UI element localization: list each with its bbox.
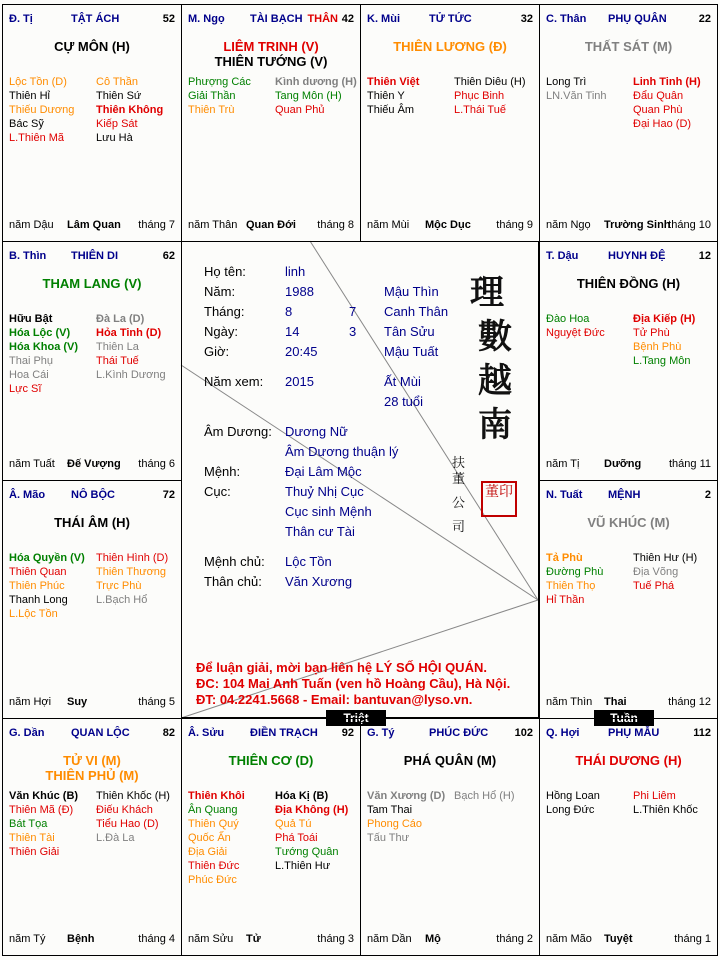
minor-star: Bát Tọa (9, 818, 48, 830)
minor-star: Đẩu Quân (633, 90, 684, 102)
minor-star: Lực Sĩ (9, 383, 42, 395)
minor-stars-left (188, 789, 245, 887)
hour-solar: 20:45 (285, 344, 318, 359)
main-star: TỬ VI (M) (63, 753, 121, 768)
palace-branch: Q. Hợi (546, 727, 580, 739)
palace-header (9, 11, 175, 27)
palace-year: năm Sửu (188, 933, 234, 945)
main-star: PHÁ QUÂN (M) (403, 753, 497, 768)
minor-star: Thiên Hư (H) (633, 552, 698, 564)
minor-stars-right (633, 75, 701, 131)
minor-star: Thiên Hỉ (9, 90, 50, 102)
palace-stage: Bệnh (67, 933, 95, 945)
minor-star: Trực Phù (96, 580, 142, 592)
calligraphy-char: 南 (478, 405, 512, 445)
main-star: THIÊN TƯỚNG (V) (214, 54, 328, 69)
am-duong-value: Dương Nữ (285, 424, 348, 439)
palace-year: năm Mão (546, 933, 592, 945)
am-duong-note: Âm Dương thuận lý (285, 444, 399, 459)
palace-header (367, 11, 533, 27)
palace-name: THIÊN DI (71, 250, 119, 262)
main-stars (544, 753, 713, 768)
minor-stars-left (9, 789, 78, 859)
month-solar: 8 (285, 304, 293, 319)
main-star: THIÊN PHỦ (M) (45, 768, 139, 783)
minor-star: Tuế Phá (633, 580, 675, 592)
minor-star: Văn Khúc (B) (9, 790, 79, 802)
palace-name: PHỤ MẪU (608, 727, 660, 739)
main-star: THÁI DƯƠNG (H) (575, 753, 682, 768)
minor-stars-left (9, 312, 78, 396)
palace-header (546, 11, 711, 27)
palace-age: 92 (341, 727, 354, 739)
minor-star: L.Đà La (96, 832, 135, 844)
minor-star: Tang Môn (H) (275, 90, 342, 102)
minor-star: Tam Thai (367, 804, 413, 816)
minor-star: Tả Phù (546, 552, 583, 564)
minor-star: Thiên Quý (188, 818, 239, 830)
month-label: Tháng: (204, 304, 245, 319)
minor-star: Phá Toái (275, 832, 318, 844)
palace-age: 42 (341, 13, 354, 25)
name-label: Họ tên: (204, 264, 246, 279)
palace-year: năm Thìn (546, 696, 593, 708)
main-stars (7, 276, 177, 291)
main-star: THẤT SÁT (M) (584, 39, 673, 54)
palace-month: tháng 7 (138, 219, 175, 231)
minor-star: Hỏa Tinh (D) (96, 327, 162, 339)
minor-star: Thai Phụ (9, 355, 54, 367)
minor-stars-right (633, 312, 695, 368)
palace-month: tháng 6 (138, 458, 175, 470)
palace-age: 32 (520, 13, 533, 25)
minor-star: Thiên Quan (9, 566, 67, 578)
minor-star: Thiên Khốc (H) (96, 790, 170, 802)
minor-star: Đào Hoa (546, 313, 590, 325)
contact-phone-email: ĐT: 04.2241.5668 - Email: bantuvan@lyso.vn. (196, 692, 473, 707)
minor-stars-right (633, 551, 697, 593)
palace-branch: Â. Sửu (188, 727, 225, 739)
day-lunar-num: 3 (349, 324, 357, 339)
month-lunar: Canh Thân (384, 304, 449, 319)
palace-tat-ach (2, 4, 182, 242)
minor-star: L.Tang Môn (633, 355, 691, 367)
minor-star: Phượng Các (188, 76, 251, 88)
main-stars (544, 515, 713, 530)
main-star: LIÊM TRINH (V) (223, 39, 319, 54)
main-stars (7, 753, 177, 783)
palace-month: tháng 12 (668, 696, 711, 708)
than-marker: THÂN (307, 13, 338, 25)
minor-star: Đà La (D) (96, 313, 145, 325)
minor-star: Cô Thần (96, 76, 138, 88)
main-stars (7, 515, 177, 530)
minor-star: Thiên Việt (367, 76, 420, 88)
minor-star: Bác Sỹ (9, 118, 44, 130)
main-stars (186, 753, 356, 768)
minor-stars-right (454, 75, 526, 117)
minor-star: Hóa Khoa (V) (9, 341, 79, 353)
minor-star: Tấu Thư (367, 832, 410, 844)
palace-name: TẬT ÁCH (71, 13, 120, 25)
palace-year: năm Tị (546, 458, 580, 470)
minor-stars-right (275, 789, 348, 873)
minor-star: Bạch Hổ (H) (454, 790, 515, 802)
minor-stars-left (367, 789, 445, 845)
age-value: 28 tuổi (384, 394, 424, 409)
palace-stage: Mộc Dục (425, 219, 471, 231)
hour-lunar: Mậu Tuất (384, 344, 439, 359)
than-chu-label: Thân chủ: (204, 574, 262, 589)
palace-age: 52 (162, 13, 175, 25)
minor-star: Phong Cáo (367, 818, 423, 830)
minor-star: Nguyệt Đức (546, 327, 605, 339)
minor-star: Thiên Không (96, 104, 164, 116)
palace-stage: Tử (246, 933, 261, 945)
minor-star: Hóa Lộc (V) (9, 327, 71, 339)
palace-name: NÔ BỘC (71, 489, 115, 501)
minor-stars-left (9, 75, 74, 145)
month-lunar-num: 7 (349, 304, 357, 319)
minor-star: Bệnh Phù (633, 341, 682, 353)
minor-star: Long Trì (546, 76, 587, 88)
side-char: 公 (452, 496, 466, 511)
palace-stage: Suy (67, 696, 88, 708)
palace-name: PHỤ QUÂN (608, 13, 667, 25)
minor-star: Thiên Tài (9, 832, 55, 844)
main-star: THIÊN ĐỒNG (H) (576, 276, 681, 291)
calligraphy-char: 理 (470, 273, 504, 313)
palace-phuc-duc (360, 718, 540, 956)
minor-star: Thiên Y (367, 90, 405, 102)
palace-branch: K. Mùi (367, 13, 400, 25)
minor-star: Kình dương (H) (275, 76, 357, 88)
palace-footer (9, 219, 175, 233)
minor-star: Hữu Bật (9, 313, 53, 325)
side-char: 司 (452, 520, 466, 535)
palace-month: tháng 11 (668, 458, 711, 470)
minor-star: Hóa Quyền (V) (9, 552, 85, 564)
palace-header (546, 725, 711, 741)
contact-address: ĐC: 104 Mai Anh Tuấn (ven hồ Hoàng Cầu), Hà Nội. (196, 676, 511, 691)
palace-age: 62 (162, 250, 175, 262)
day-lunar: Tân Sửu (384, 324, 435, 339)
palace-branch: G. Dần (9, 727, 45, 739)
palace-month: tháng 1 (674, 933, 711, 945)
palace-month: tháng 8 (317, 219, 354, 231)
palace-name: HUYNH ĐỆ (608, 250, 666, 262)
minor-star: Thiên Diêu (H) (454, 76, 526, 88)
palace-stage: Thai (604, 696, 627, 708)
minor-star: Hoa Cái (9, 369, 49, 381)
minor-star: Lộc Tồn (D) (9, 76, 67, 88)
palace-footer (188, 933, 354, 947)
palace-tu-tuc (360, 4, 540, 242)
minor-star: Thiên Thọ (546, 580, 596, 592)
year-label: Năm: (204, 284, 236, 299)
minor-stars-left (546, 75, 607, 103)
menh-chu-value: Lộc Tồn (285, 554, 332, 569)
minor-star: Hóa Kị (B) (275, 790, 329, 802)
palace-year: năm Dậu (9, 219, 54, 231)
view-year: 2015 (285, 374, 314, 389)
am-duong-label: Âm Dương: (204, 424, 272, 439)
palace-name: TÀI BẠCH (250, 13, 303, 25)
palace-header (546, 487, 711, 503)
minor-star: Phục Binh (454, 90, 505, 102)
palace-age: 72 (162, 489, 175, 501)
palace-footer (546, 696, 711, 710)
main-stars (365, 39, 535, 54)
palace-year: năm Ngọ (546, 219, 591, 231)
calligraphy-char: 數 (478, 317, 512, 357)
palace-header (9, 248, 175, 264)
palace-footer (9, 933, 175, 947)
minor-stars-right (275, 75, 357, 117)
palace-footer (546, 219, 711, 233)
minor-star: Linh Tinh (H) (633, 76, 701, 88)
palace-age: 102 (514, 727, 533, 739)
palace-stage: Lâm Quan (67, 219, 121, 231)
palace-footer (9, 696, 175, 710)
tuan-badge: Tuần (594, 710, 654, 726)
palace-tai-bach (181, 4, 361, 242)
palace-name: TỬ TỨC (429, 13, 472, 25)
palace-age: 22 (698, 13, 711, 25)
minor-stars-right (633, 789, 698, 817)
side-char: 董 (452, 472, 466, 487)
minor-stars-left (546, 312, 605, 340)
minor-star: Địa Kiếp (H) (633, 313, 696, 325)
year-solar: 1988 (285, 284, 314, 299)
palace-branch: T. Dậu (546, 250, 579, 262)
palace-branch: G. Tý (367, 727, 395, 739)
minor-star: L.Lộc Tồn (9, 608, 58, 620)
minor-stars-right (96, 551, 168, 607)
palace-stage: Đế Vượng (67, 458, 121, 470)
side-char: 扶 (452, 456, 466, 471)
minor-star: Thiên Giải (9, 846, 60, 858)
palace-header (188, 725, 354, 741)
menh-value: Đại Lâm Mộc (285, 464, 362, 479)
minor-star: L.Thiên Hư (275, 860, 331, 872)
palace-phu-mau (539, 718, 718, 956)
palace-age: 12 (698, 250, 711, 262)
palace-stage: Trường Sinh (604, 219, 671, 231)
minor-stars-right (454, 789, 515, 803)
palace-month: tháng 2 (496, 933, 533, 945)
palace-stage: Tuyệt (604, 933, 633, 945)
main-stars (7, 39, 177, 54)
minor-star: Phúc Đức (188, 874, 237, 886)
main-star: VŨ KHÚC (M) (587, 515, 670, 530)
minor-star: Thiếu Dương (9, 104, 75, 116)
minor-star: Thiên Sứ (96, 90, 142, 102)
palace-year: năm Tuất (9, 458, 55, 470)
minor-star: L.Thái Tuế (454, 104, 506, 116)
minor-star: L.Thiên Khốc (633, 804, 698, 816)
minor-star: L.Thiên Mã (9, 132, 65, 144)
minor-stars-right (96, 312, 166, 382)
minor-star: Thiên Hình (D) (96, 552, 169, 564)
palace-branch: C. Thân (546, 13, 587, 25)
palace-header (367, 725, 533, 741)
minor-star: Tướng Quân (275, 846, 339, 858)
palace-month: tháng 5 (138, 696, 175, 708)
palace-huynh-de (539, 241, 718, 481)
minor-stars-left (9, 551, 85, 621)
palace-menh (539, 480, 718, 719)
palace-header (546, 248, 711, 264)
cuc-value: Thuỷ Nhị Cục (285, 484, 364, 499)
minor-star: Tiểu Hao (D) (96, 818, 159, 830)
palace-year: năm Dần (367, 933, 412, 945)
minor-star: LN.Văn Tinh (546, 90, 607, 102)
palace-name: ĐIỀN TRẠCH (250, 727, 318, 739)
minor-star: Địa Giải (188, 846, 228, 858)
minor-star: Hỉ Thần (546, 594, 585, 606)
day-label: Ngày: (204, 324, 238, 339)
minor-stars-left (546, 789, 600, 817)
view-year-lunar: Ất Mùi (384, 374, 421, 389)
palace-footer (367, 933, 533, 947)
main-star: THAM LANG (V) (42, 276, 142, 291)
minor-star: Thiên La (96, 341, 139, 353)
minor-star: Quan Phủ (275, 104, 325, 116)
palace-branch: B. Thìn (9, 250, 47, 262)
minor-star: Điếu Khách (96, 804, 153, 816)
minor-star: Phi Liêm (633, 790, 676, 802)
palace-stage: Quan Đới (246, 219, 296, 231)
palace-footer (546, 458, 711, 472)
palace-year: năm Mùi (367, 219, 410, 231)
palace-header (9, 725, 175, 741)
year-lunar: Mậu Thìn (384, 284, 439, 299)
palace-phu-quan (539, 4, 718, 242)
minor-stars-left (367, 75, 419, 117)
minor-star: L.Bạch Hổ (96, 594, 148, 606)
minor-star: Thái Tuế (96, 355, 139, 367)
main-stars (544, 276, 713, 291)
main-star: CỰ MÔN (H) (54, 39, 130, 54)
minor-star: Giải Thần (188, 90, 236, 102)
minor-stars-right (96, 789, 170, 845)
palace-stage: Dưỡng (604, 458, 642, 470)
hour-label: Giờ: (204, 344, 230, 359)
palace-branch: M. Ngọ (188, 13, 225, 25)
contact-line: Để luận giải, mời bạn liên hệ LÝ SỐ HỘI QUÁN. (196, 660, 487, 675)
view-year-label: Năm xem: (204, 374, 264, 389)
palace-footer (367, 219, 533, 233)
palace-header (9, 487, 175, 503)
palace-year: năm Hợi (9, 696, 52, 708)
palace-month: tháng 10 (668, 219, 711, 231)
minor-star: Thiên Thương (96, 566, 167, 578)
palace-footer (546, 933, 711, 947)
palace-month: tháng 9 (496, 219, 533, 231)
minor-star: Long Đức (546, 804, 595, 816)
day-solar: 14 (285, 324, 300, 339)
palace-thien-di (2, 241, 182, 481)
menh-chu-label: Mệnh chủ: (204, 554, 265, 569)
main-stars (365, 753, 535, 768)
minor-star: Tử Phù (633, 327, 670, 339)
palace-branch: Â. Mão (9, 489, 46, 501)
minor-star: Thiên Phúc (9, 580, 65, 592)
main-star: THIÊN CƠ (D) (228, 753, 314, 768)
minor-star: Lưu Hà (96, 132, 133, 144)
minor-star: Thiếu Âm (367, 104, 415, 116)
minor-star: Đường Phù (546, 566, 604, 578)
palace-month: tháng 3 (317, 933, 354, 945)
minor-star: Thiên Khôi (188, 790, 245, 802)
minor-star: Quả Tú (275, 818, 312, 830)
palace-name: MỆNH (608, 489, 641, 501)
palace-no-boc (2, 480, 182, 719)
minor-star: Quốc Ấn (188, 832, 231, 844)
cuc-note-1: Cục sinh Mệnh (285, 504, 372, 519)
minor-star: Địa Võng (633, 566, 679, 578)
palace-footer (188, 219, 354, 233)
minor-star: Đại Hao (D) (633, 118, 692, 130)
minor-star: Hồng Loan (546, 790, 600, 802)
main-stars (544, 39, 713, 54)
than-chu-value: Văn Xương (285, 574, 353, 589)
minor-star: Thiên Đức (188, 860, 240, 872)
palace-name: QUAN LỘC (71, 727, 130, 739)
palace-branch: Đ. Tị (9, 13, 33, 25)
main-star: THÁI ÂM (H) (54, 515, 130, 530)
palace-stage: Mộ (425, 933, 441, 945)
name-value: linh (285, 264, 306, 279)
palace-year: năm Tý (9, 933, 46, 945)
minor-star: Địa Không (H) (275, 804, 349, 816)
minor-star: Ân Quang (188, 804, 238, 816)
palace-age: 112 (693, 727, 711, 739)
palace-name: PHÚC ĐỨC (429, 727, 489, 739)
triet-badge: Triệt (326, 710, 386, 726)
palace-age: 82 (162, 727, 175, 739)
palace-quan-loc (2, 718, 182, 956)
palace-month: tháng 4 (138, 933, 175, 945)
minor-star: Kiếp Sát (96, 118, 138, 130)
menh-label: Mệnh: (204, 464, 241, 479)
minor-star: Thiên Mã (Đ) (9, 804, 74, 816)
minor-star: Thiên Trù (188, 104, 235, 116)
minor-star: Thanh Long (9, 594, 68, 606)
palace-dien-trach (181, 718, 361, 956)
minor-star: Văn Xương (D) (367, 790, 446, 802)
palace-year: năm Thân (188, 219, 238, 231)
palace-footer (9, 458, 175, 472)
main-star: THIÊN LƯƠNG (Đ) (393, 39, 507, 54)
minor-stars-left (546, 551, 603, 607)
red-seal: 董印 (481, 481, 517, 517)
minor-stars-left (188, 75, 251, 117)
calligraphy-char: 越 (478, 361, 512, 401)
palace-age: 2 (704, 489, 711, 501)
minor-stars-right (96, 75, 163, 145)
palace-branch: N. Tuất (546, 489, 583, 501)
cuc-label: Cục: (204, 484, 231, 499)
main-stars (186, 39, 356, 69)
cuc-note-2: Thân cư Tài (285, 524, 355, 539)
palace-header (188, 11, 354, 27)
minor-star: L.Kình Dương (96, 369, 166, 381)
minor-star: Quan Phù (633, 104, 683, 116)
